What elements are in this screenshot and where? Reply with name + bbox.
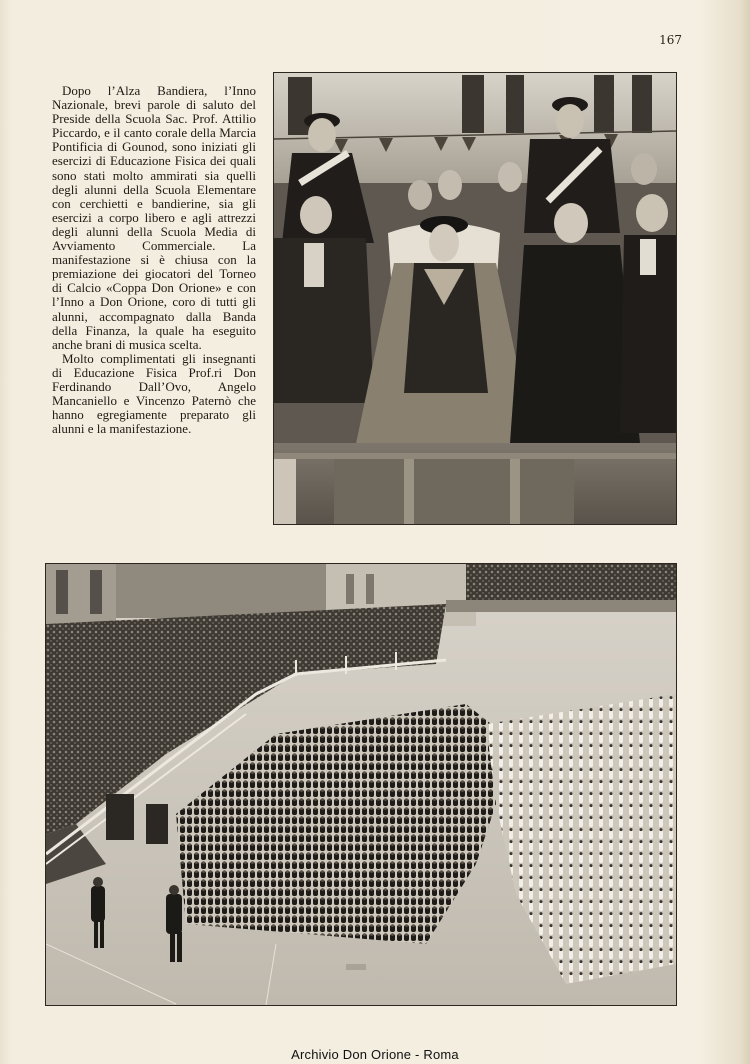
page-number: 167	[659, 33, 682, 47]
article-paragraph-1: Dopo l’Alza Bandiera, l’Inno Nazionale, brevi parole di saluto del Preside della Scuola Sac. Prof. Attilio Piccardo, e il canto corale della Marcia Pontificia di Gounod, sono iniziati gli esercizi di Educazione Fisica dei quali sono stati molto ammirati sia quelli degli alunni della Scuola Elementare con cerchietti e bandierine, sia gli esercizi a corpo libero e agli attrezzi degli alunni della Scuola Media di Avviamento Commerciale. La manifestazione si è chiusa con la premiazione dei giocatori del Torneo di Calcio «Coppa Don Orione» e con l’Inno a Don Orione, coro di tutti gli alunni, accompagnato dalla Banda della Finanza, la quale ha eseguito anche brani di musica scelta.	[52, 83, 256, 352]
archive-credit: Archivio Don Orione - Roma	[291, 1047, 459, 1062]
article-text	[52, 84, 256, 436]
courtyard-ceremony-photo	[45, 563, 677, 1006]
article-paragraph-2: Molto complimentati gli insegnanti di Educazione Fisica Prof.ri Don Ferdinando Dall’Ovo, Angelo Mancaniello e Vincenzo Paternò che hanno egregiamente preparato gli alunni e la manifestazione.	[52, 350, 256, 437]
dignitaries-photo	[273, 72, 677, 525]
